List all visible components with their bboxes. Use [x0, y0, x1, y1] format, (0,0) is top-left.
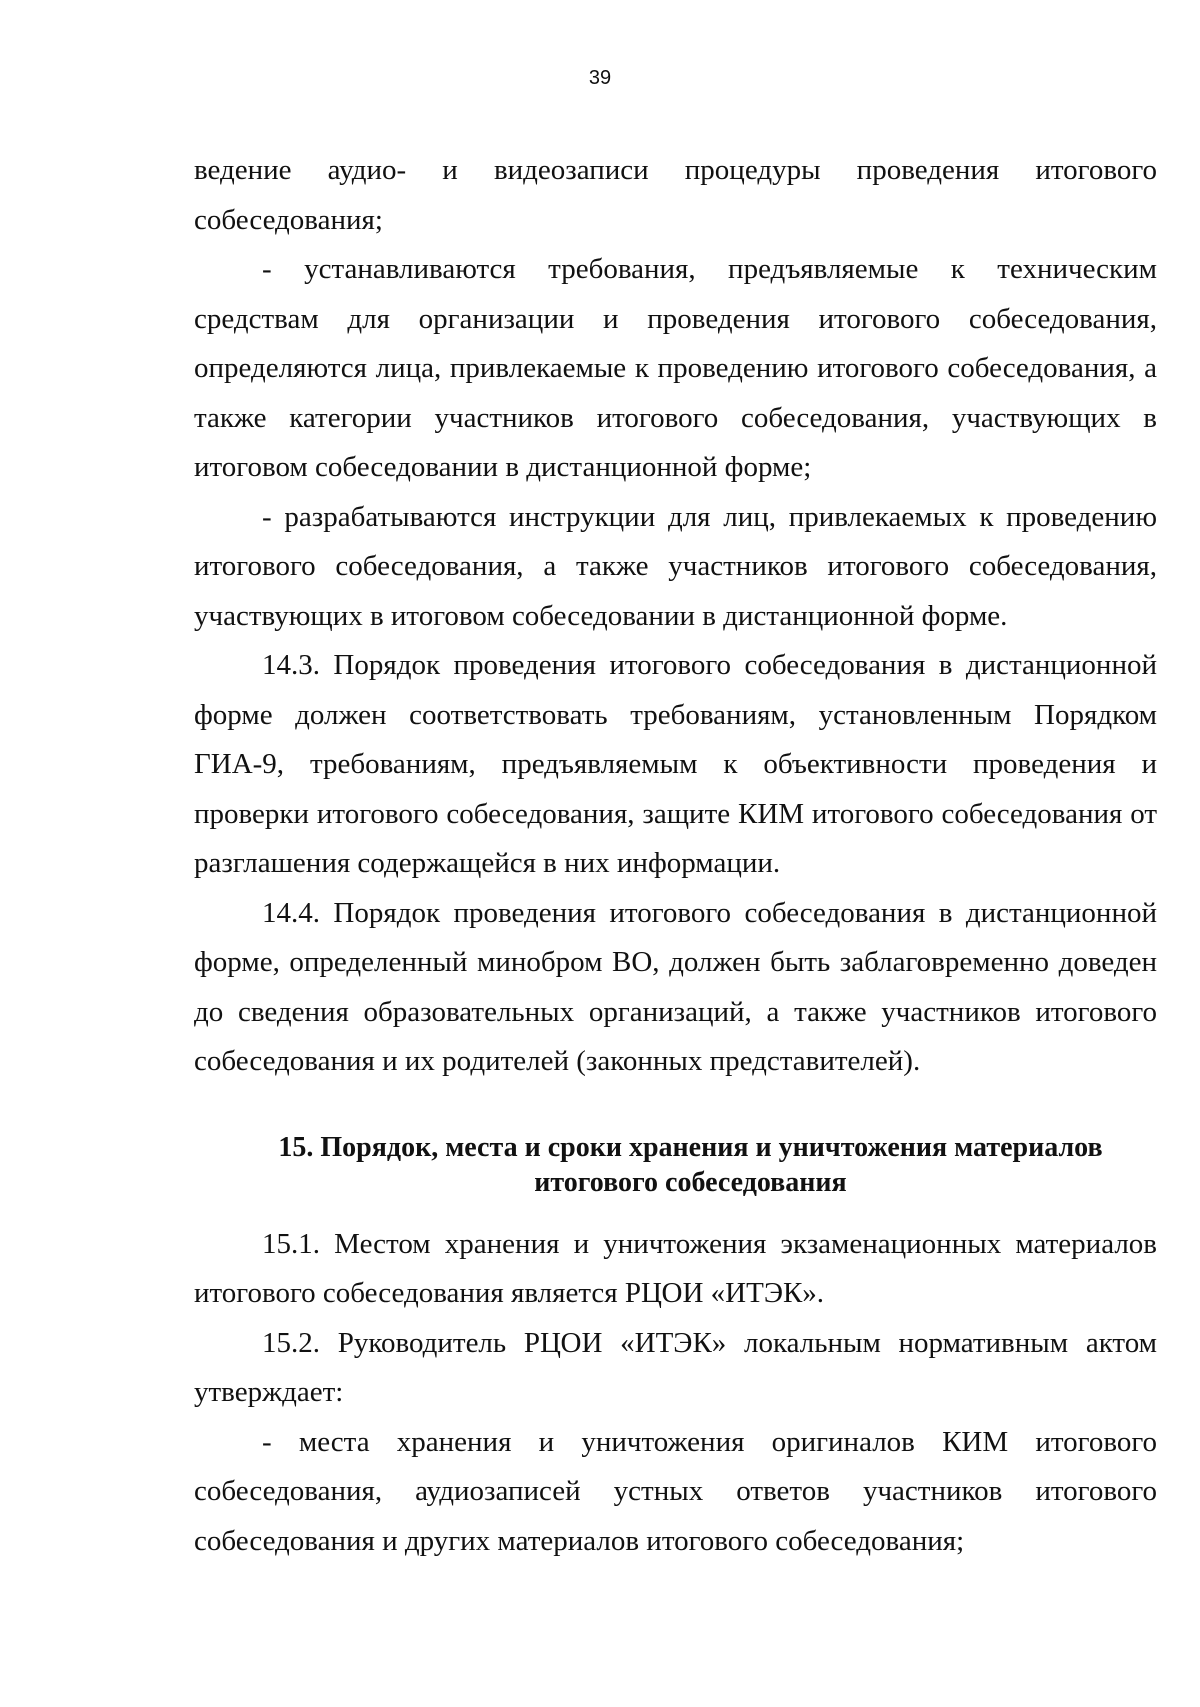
paragraph-instructions: - разрабатываются инструкции для лиц, привлекаемых к проведению итогового собеседования, а также участников итогового собеседования, участвующих в итоговом собеседовании в дистанционной форме. — [194, 500, 1157, 632]
document-body — [194, 146, 1157, 1566]
section-heading-line-2: итогового собеседования — [534, 1166, 847, 1198]
section-heading-line-1: 15. Порядок, места и сроки хранения и уничтожения материалов — [278, 1131, 1103, 1163]
paragraph-technical-requirements: - устанавливаются требования, предъявляемые к техническим средствам для организации и проведения итогового собеседования, определяются лица, привлекаемые к проведению итогового собеседования, а также категории участников итогового собеседования, участвующих в итоговом собеседовании в дистанционной форме; — [194, 253, 1157, 483]
paragraph-continuation: ведение аудио- и видеозаписи процедуры проведения итогового собеседования; — [194, 154, 1157, 236]
page-number: 39 — [588, 67, 612, 89]
paragraph-storage-places: - места хранения и уничтожения оригиналов КИМ итогового собеседования, аудиозаписей устных ответов участников итогового собеседования и других материалов итогового собеседования; — [194, 1425, 1157, 1557]
paragraph-15-2: 15.2. Руководитель РЦОИ «ИТЭК» локальным нормативным актом утверждает: — [194, 1326, 1157, 1408]
section-heading-15 — [194, 1130, 1157, 1200]
paragraph-14-4: 14.4. Порядок проведения итогового собеседования в дистанционной форме, определенный минобром ВО, должен быть заблаговременно доведен до сведения образовательных организаций, а также участников итогового собеседования и их родителей (законных представителей). — [194, 896, 1157, 1077]
paragraph-15-1: 15.1. Местом хранения и уничтожения экзаменационных материалов итогового собеседования является РЦОИ «ИТЭК». — [194, 1227, 1157, 1309]
paragraph-14-3: 14.3. Порядок проведения итогового собеседования в дистанционной форме должен соответствовать требованиям, установленным Порядком ГИА-9, требованиям, предъявляемым к объективности проведения и проверки итогового собеседования, защите КИМ итогового собеседования от разглашения содержащейся в них информации. — [194, 649, 1157, 879]
